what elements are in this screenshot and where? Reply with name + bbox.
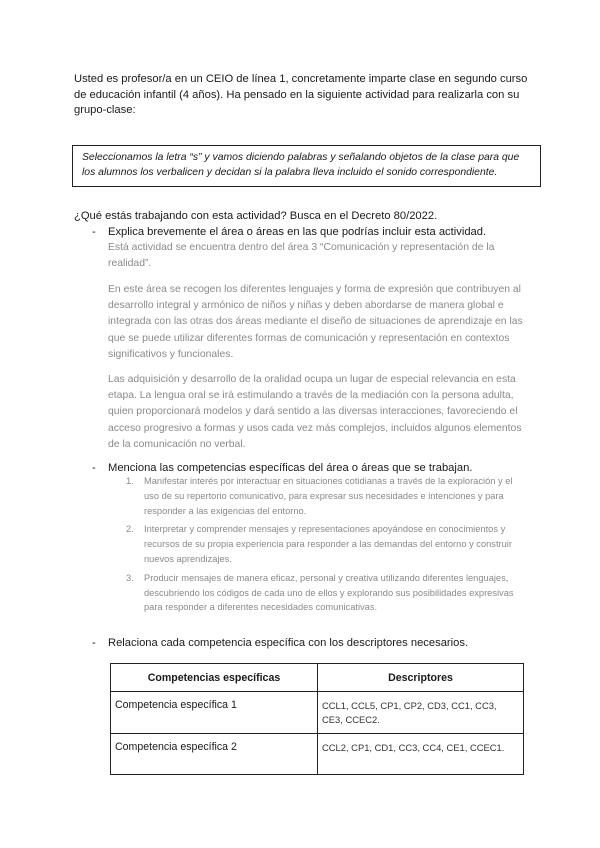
bullet-text: Relaciona cada competencia específica con los descriptores necesarios. xyxy=(108,637,469,649)
question-heading: ¿Qué estás trabajando con esta actividad? Busca en el Decreto 80/2022. xyxy=(74,210,438,222)
bullet-dash: - xyxy=(92,226,96,238)
list-number: 3. xyxy=(126,572,134,583)
bullet-dash: - xyxy=(92,637,96,649)
intro-paragraph: Usted es profesor/a en un CEIO de línea 1, concretamente imparte clase en segundo curso de educación infantil (4 años). Ha pensado en la siguiente actividad para realizarla con su grupo-clase: xyxy=(74,73,528,117)
column-header: Competencias específicas xyxy=(111,664,318,692)
descriptors-table xyxy=(110,663,524,775)
answer-paragraph-2: En este área se recogen los diferentes lenguajes y forma de expresión que contribuyen al desarrollo integral y armónico de niños y niñas y deben abordarse de manera global e integrada con las otras dos áreas mediante el diseño de situaciones de aprendizaje en las que se puede utilizar diferentes formas de comunicación y representación en contextos significativos y funcionales. xyxy=(108,284,523,360)
table-row xyxy=(111,692,524,734)
bullet-text: Explica brevemente el área o áreas en las que podrías incluir esta actividad. xyxy=(108,226,487,238)
table-cell: CCL2, CP1, CD1, CC3, CC4, CE1, CCEC1. xyxy=(318,734,524,775)
list-item xyxy=(122,571,522,615)
list-number: 1. xyxy=(126,476,134,486)
table-cell: Competencia específica 2 xyxy=(111,734,318,775)
table-cell: CCL1, CCL5, CP1, CP2, CD3, CC1, CC3, CE3, CCEC2. xyxy=(318,692,524,734)
column-header: Descriptores xyxy=(318,664,524,692)
answer-paragraph-3: Las adquisición y desarrollo de la oralidad ocupa un lugar de especial relevancia en esta etapa. La lengua oral se irá estimulando a través de la mediación con la persona adulta, quien proporcionará modelos y dará sentido a las diversas interacciones, favoreciendo el acceso progresivo a formas y usos cada vez más complejos, incluidos algunos elementos de la comunicación no verbal. xyxy=(108,374,522,450)
table-row xyxy=(111,734,524,775)
activity-box: Seleccionamos la letra “s” y vamos diciendo palabras y señalando objetos de la clase para que los alumnos los verbalicen y decidan si la palabra lleva incluido el sonido correspondiente. xyxy=(72,145,541,187)
bullet-dash: - xyxy=(92,462,96,474)
list-item-text: Manifestar interés por interactuar en situaciones cotidianas a través de la exploración y el uso de su repertorio comunicativo, para expresar sus necesidades e intenciones y para responder a las exigencias del entorno. xyxy=(144,476,513,516)
list-number: 2. xyxy=(126,524,134,535)
answer-paragraph-1: Está actividad se encuentra dentro del área 3 “Comunicación y representación de la realidad”. xyxy=(108,242,495,270)
table-cell: Competencia específica 1 xyxy=(111,692,318,734)
table-header-row xyxy=(111,664,524,692)
list-item-text: Producir mensajes de manera eficaz, personal y creativa utilizando diferentes lenguajes, descubriendo los códigos de cada uno de ellos y explorando sus posibilidades expresivas para responder a diferentes necesidades comunicativas. xyxy=(144,572,514,613)
list-item-text: Interpretar y comprender mensajes y representaciones apoyándose en conocimientos y recursos de su propia experiencia para responder a las demandas del entorno y construir nuevos aprendizajes. xyxy=(144,524,512,564)
list-item xyxy=(122,474,522,518)
bullet-text: Menciona las competencias específicas del área o áreas que se trabajan. xyxy=(108,462,473,474)
list-item xyxy=(122,522,522,566)
competencies-list xyxy=(122,474,522,619)
